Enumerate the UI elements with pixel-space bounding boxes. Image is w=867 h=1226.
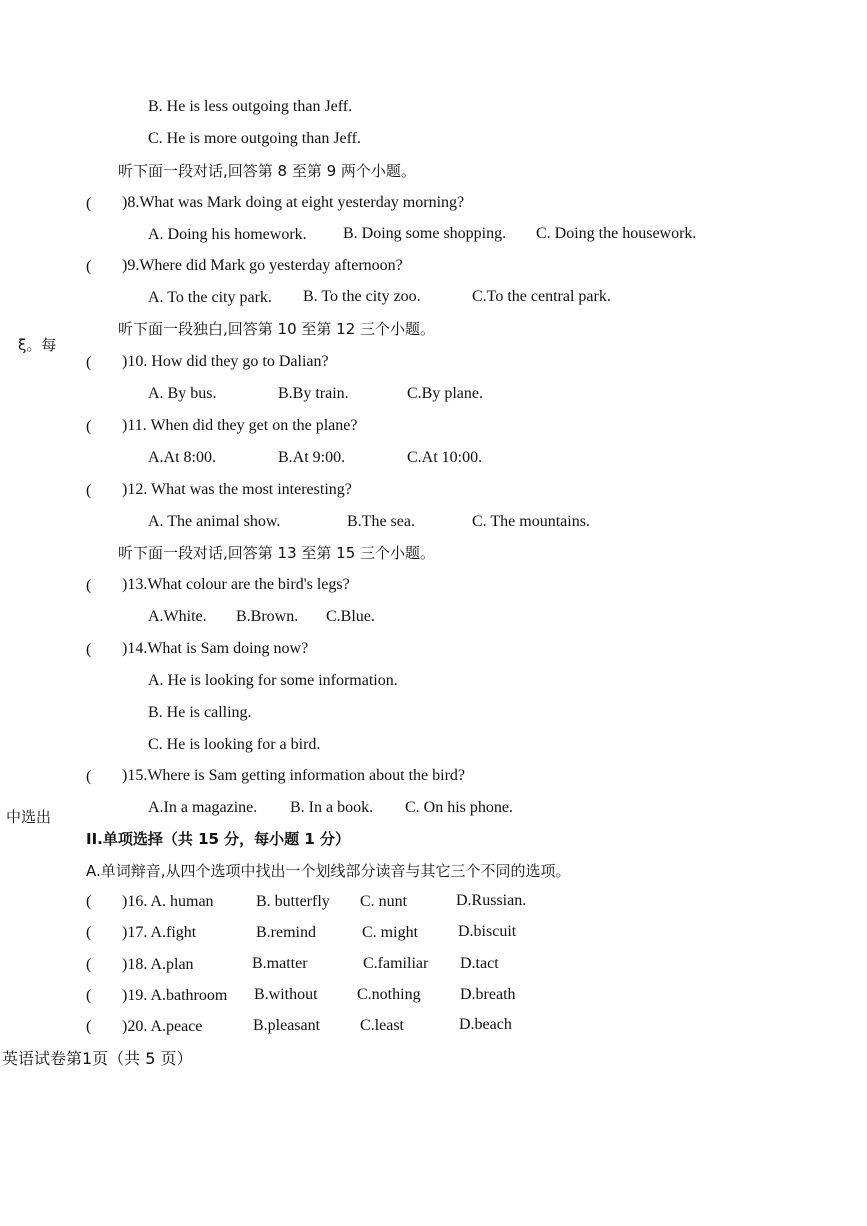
q7-option-b: B. He is less outgoing than Jeff. bbox=[148, 98, 353, 115]
answer-paren-18: ( bbox=[86, 956, 92, 973]
q20-option-a: )20. A.peace bbox=[122, 1018, 203, 1035]
q16-option-b: B. butterfly bbox=[256, 893, 330, 910]
answer-paren-13: ( bbox=[86, 577, 92, 594]
instruction-13-15: 听下面一段对话,回答第 13 至第 15 三个小题。 bbox=[118, 544, 436, 562]
q10-option-c: C.By plane. bbox=[407, 385, 483, 402]
page-footer: 英语试卷第1页（共 5 页） bbox=[2, 1049, 193, 1068]
question-14: )14.What is Sam doing now? bbox=[122, 640, 309, 657]
q17-option-d: D.biscuit bbox=[458, 923, 517, 940]
q19-option-d: D.breath bbox=[460, 986, 516, 1003]
q20-option-b: B.pleasant bbox=[253, 1017, 321, 1034]
q14-option-c: C. He is looking for a bird. bbox=[148, 736, 321, 753]
question-13: )13.What colour are the bird's legs? bbox=[122, 576, 350, 593]
answer-paren-15: ( bbox=[86, 768, 92, 785]
q17-option-c: C. might bbox=[362, 924, 419, 941]
answer-paren-19: ( bbox=[86, 987, 92, 1004]
q12-option-b: B.The sea. bbox=[347, 513, 415, 530]
q15-option-a: A.In a magazine. bbox=[148, 799, 258, 816]
answer-paren-16: ( bbox=[86, 893, 92, 910]
q19-option-c: C.nothing bbox=[357, 986, 421, 1003]
q9-option-c: C.To the central park. bbox=[472, 288, 611, 305]
q14-option-a: A. He is looking for some information. bbox=[148, 672, 398, 689]
q9-option-a: A. To the city park. bbox=[148, 289, 272, 306]
q19-option-a: )19. A.bathroom bbox=[122, 987, 228, 1004]
answer-paren-8: ( bbox=[86, 195, 92, 212]
answer-paren-11: ( bbox=[86, 418, 92, 435]
margin-note-1: ξ。每 bbox=[18, 336, 57, 354]
answer-paren-17: ( bbox=[86, 924, 92, 941]
question-10: )10. How did they go to Dalian? bbox=[122, 353, 329, 370]
q13-option-a: A.White. bbox=[148, 608, 207, 625]
answer-paren-14: ( bbox=[86, 641, 92, 658]
q13-option-c: C.Blue. bbox=[326, 608, 375, 625]
q17-option-b: B.remind bbox=[256, 924, 316, 941]
q15-option-c: C. On his phone. bbox=[405, 799, 513, 816]
q15-option-b: B. In a book. bbox=[290, 799, 374, 816]
question-12: )12. What was the most interesting? bbox=[122, 481, 352, 498]
q19-option-b: B.without bbox=[254, 986, 318, 1003]
q16-option-a: )16. A. human bbox=[122, 893, 214, 910]
q17-option-a: )17. A.fight bbox=[122, 924, 197, 941]
section-2-title: II.单项选择（共 15 分，每小题 1 分） bbox=[86, 830, 351, 848]
q9-option-b: B. To the city zoo. bbox=[303, 288, 421, 305]
q20-option-c: C.least bbox=[360, 1017, 404, 1034]
margin-note-2: 中选出 bbox=[6, 808, 52, 826]
q16-option-c: C. nunt bbox=[360, 893, 408, 910]
question-8: )8.What was Mark doing at eight yesterday morning? bbox=[122, 194, 465, 211]
q18-option-a: )18. A.plan bbox=[122, 956, 194, 973]
q13-option-b: B.Brown. bbox=[236, 608, 299, 625]
question-9: )9.Where did Mark go yesterday afternoon? bbox=[122, 257, 403, 274]
q11-option-c: C.At 10:00. bbox=[407, 449, 483, 466]
q20-option-d: D.beach bbox=[459, 1016, 512, 1033]
answer-paren-20: ( bbox=[86, 1018, 92, 1035]
q11-option-b: B.At 9:00. bbox=[278, 449, 346, 466]
q18-option-b: B.matter bbox=[252, 955, 308, 972]
answer-paren-10: ( bbox=[86, 354, 92, 371]
instruction-8-9: 听下面一段对话,回答第 8 至第 9 两个小题。 bbox=[118, 162, 416, 180]
q8-option-b: B. Doing some shopping. bbox=[343, 225, 507, 242]
answer-paren-9: ( bbox=[86, 258, 92, 275]
answer-paren-12: ( bbox=[86, 482, 92, 499]
instruction-10-12: 听下面一段独白,回答第 10 至第 12 三个小题。 bbox=[118, 320, 436, 338]
q8-option-a: A. Doing his homework. bbox=[148, 226, 307, 243]
q12-option-a: A. The animal show. bbox=[148, 513, 281, 530]
q14-option-b: B. He is calling. bbox=[148, 704, 252, 721]
q11-option-a: A.At 8:00. bbox=[148, 449, 216, 466]
q10-option-a: A. By bus. bbox=[148, 385, 217, 402]
q18-option-d: D.tact bbox=[460, 955, 499, 972]
question-11: )11. When did they get on the plane? bbox=[122, 417, 358, 434]
q12-option-c: C. The mountains. bbox=[472, 513, 590, 530]
q18-option-c: C.familiar bbox=[363, 955, 429, 972]
question-15: )15.Where is Sam getting information about the bird? bbox=[122, 767, 466, 784]
q8-option-c: C. Doing the housework. bbox=[536, 225, 697, 242]
q7-option-c: C. He is more outgoing than Jeff. bbox=[148, 130, 362, 147]
section-2-instruction: A.单词辩音,从四个选项中找出一个划线部分读音与其它三个不同的选项。 bbox=[86, 862, 571, 880]
q16-option-d: D.Russian. bbox=[456, 892, 527, 909]
q10-option-b: B.By train. bbox=[278, 385, 349, 402]
